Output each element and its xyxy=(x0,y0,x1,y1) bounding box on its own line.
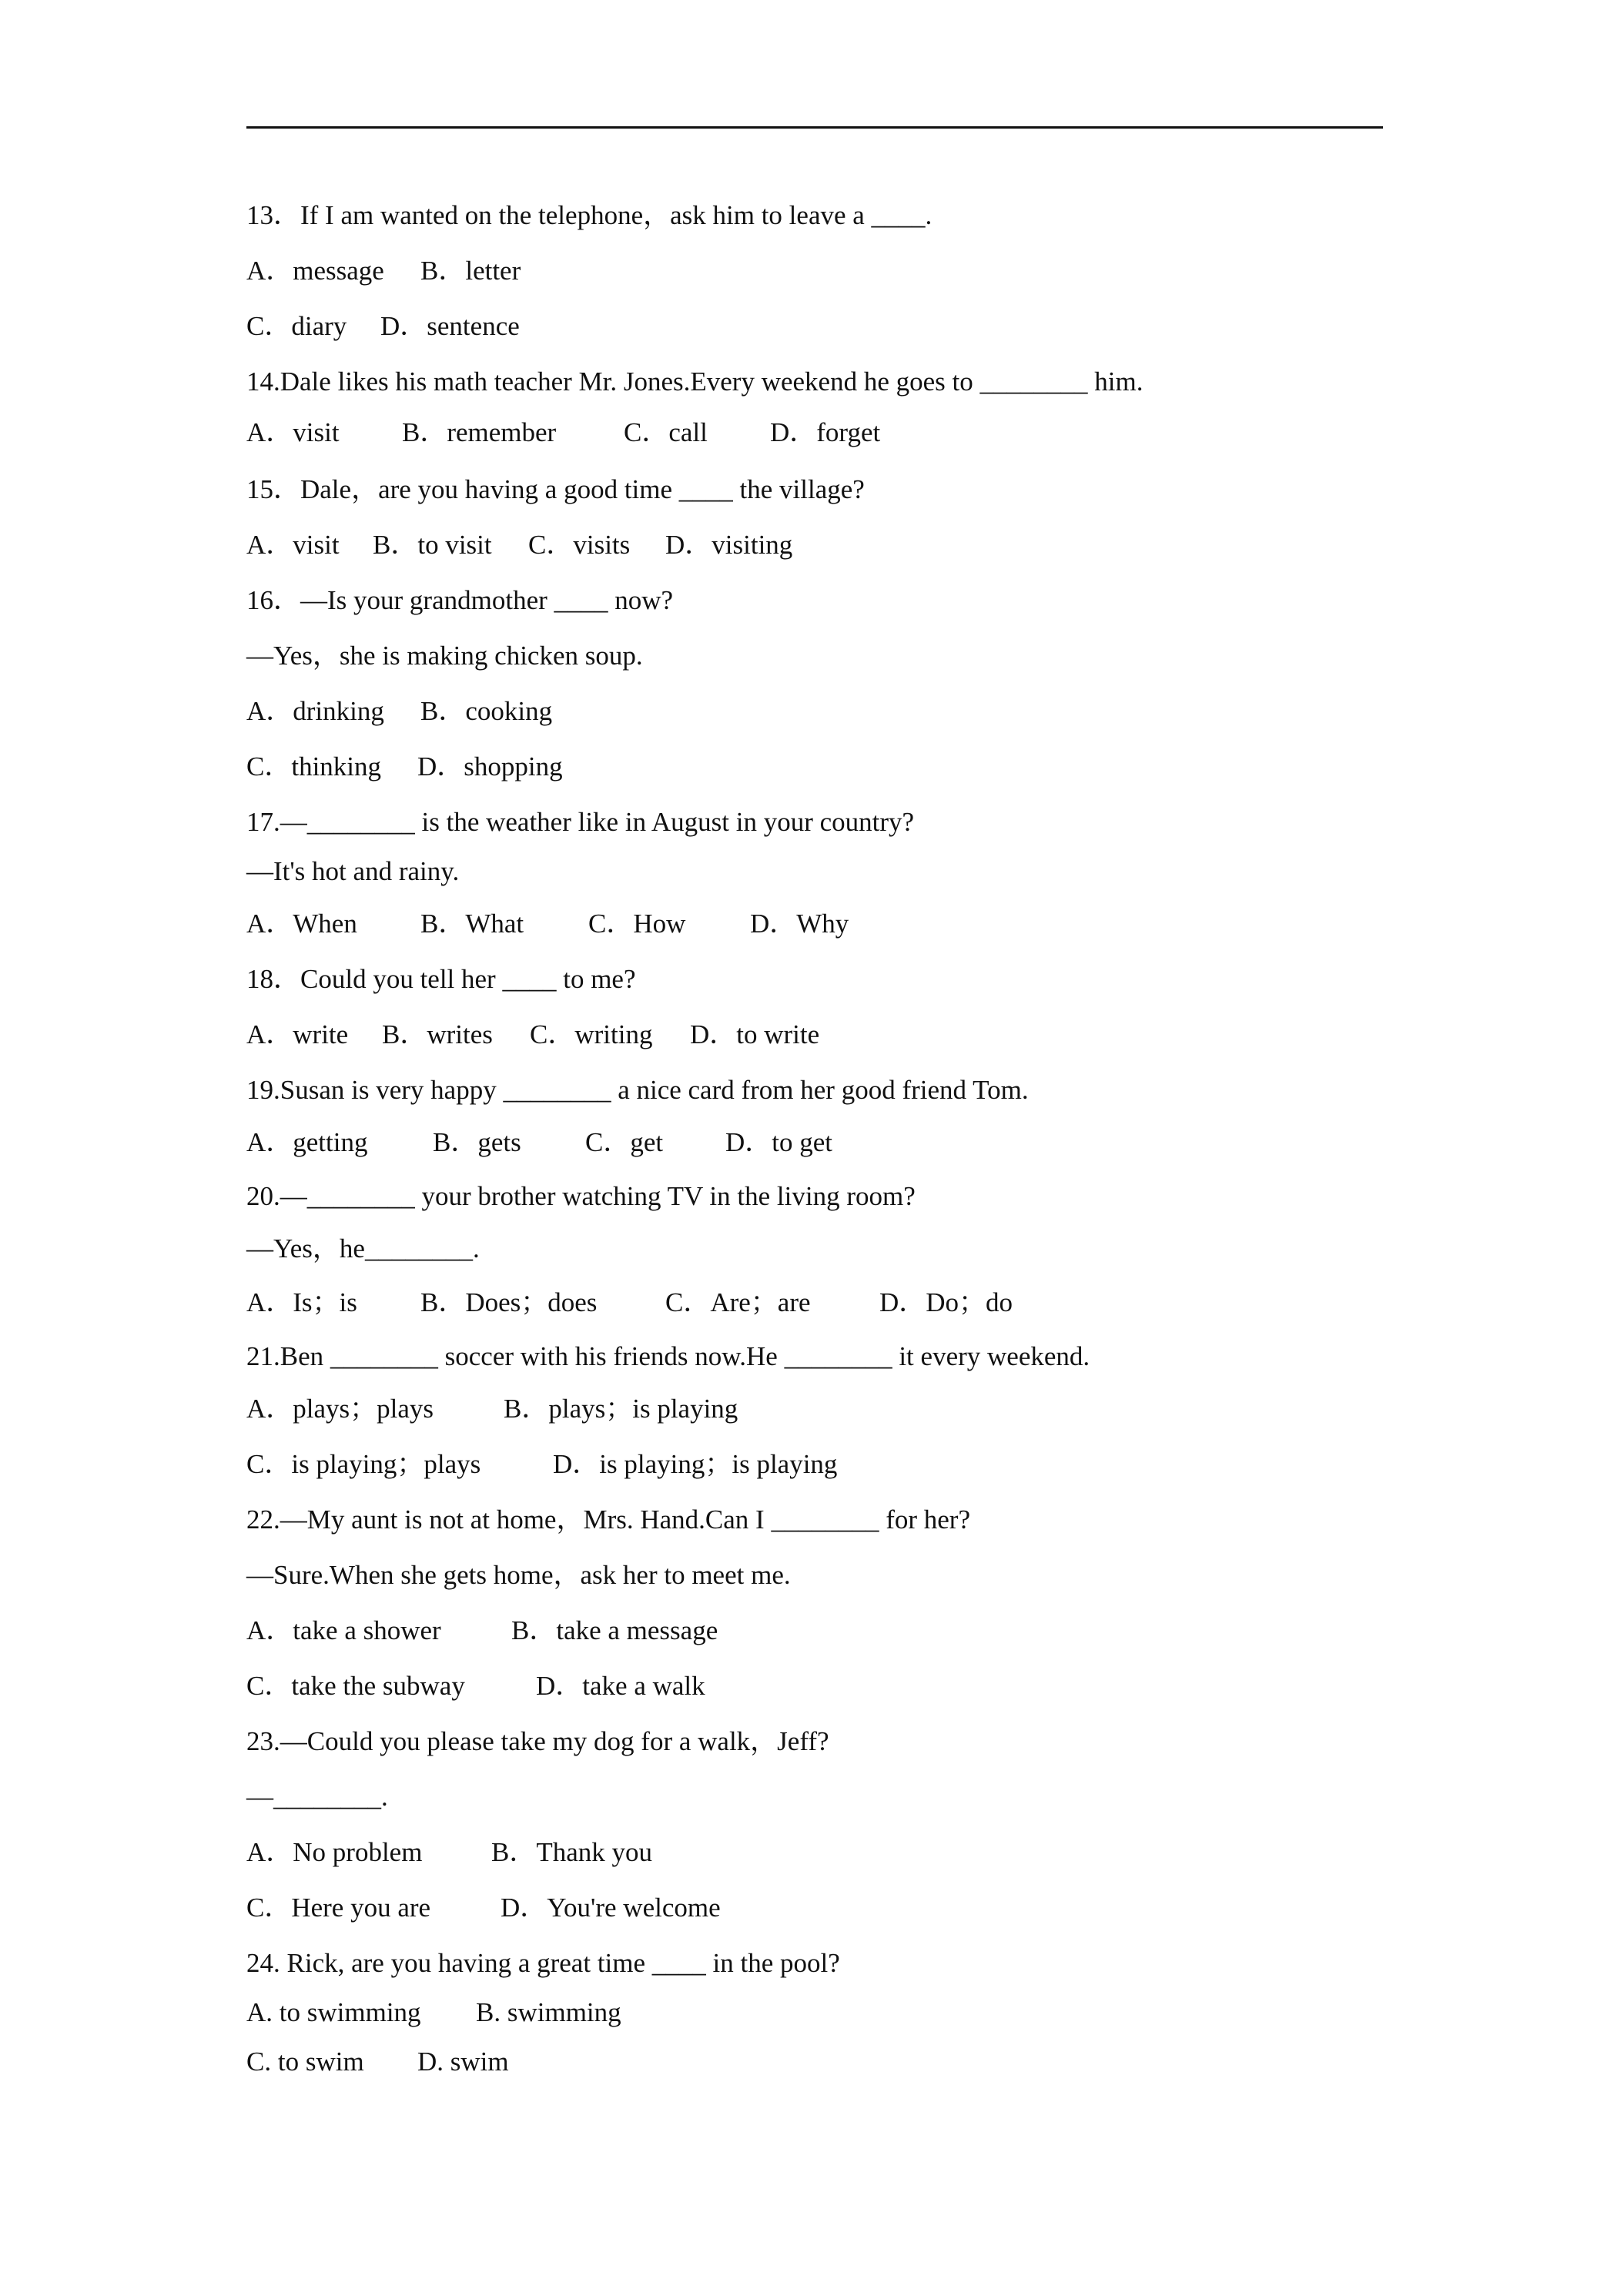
option-d: D．visiting xyxy=(665,530,793,560)
option-c: C．writing xyxy=(530,1019,653,1049)
option-c: C．call xyxy=(624,417,708,447)
question-17-stem: 17.—________ is the weather like in August in your country? xyxy=(246,807,915,837)
option-c: C．get xyxy=(585,1127,664,1157)
option-b: B．letter xyxy=(420,256,521,286)
option-d: D．You're welcome xyxy=(501,1893,721,1923)
option-a: A. to swimming xyxy=(246,1997,421,2027)
option-d: D．to get xyxy=(725,1127,833,1157)
option-c: C．Here you are xyxy=(246,1893,431,1923)
question-24-stem: 24. Rick, are you having a great time ____ in the pool? xyxy=(246,1948,840,1978)
header-rule xyxy=(246,126,1383,129)
option-b: B．to visit xyxy=(373,530,492,560)
option-a: A．visit xyxy=(246,417,340,447)
option-b: B．take a message xyxy=(511,1615,718,1645)
option-d: D．sentence xyxy=(380,311,520,341)
option-d: D．take a walk xyxy=(536,1671,705,1701)
option-a: A．drinking xyxy=(246,696,384,726)
question-23-reply: —________. xyxy=(246,1782,388,1812)
option-a: A．Is；is xyxy=(246,1287,357,1317)
option-a: A．take a shower xyxy=(246,1615,441,1645)
question-21-stem: 21.Ben ________ soccer with his friends now.He ________ it every weekend. xyxy=(246,1341,1090,1371)
option-a: A．visit xyxy=(246,530,340,560)
option-c: C．visits xyxy=(528,530,631,560)
option-d: D．shopping xyxy=(417,751,563,782)
question-16-stem: 16．—Is your grandmother ____ now? xyxy=(246,585,674,615)
option-a: A．getting xyxy=(246,1127,368,1157)
option-d: D．forget xyxy=(770,417,881,447)
question-20-reply: —Yes，he________. xyxy=(246,1233,480,1263)
option-c: C. to swim xyxy=(246,2047,364,2077)
question-16-reply: —Yes，she is making chicken soup. xyxy=(246,641,643,671)
question-18-stem: 18．Could you tell her ____ to me? xyxy=(246,964,636,994)
option-a: A．When xyxy=(246,909,357,939)
question-14-stem: 14.Dale likes his math teacher Mr. Jones.Every weekend he goes to ________ him. xyxy=(246,366,1143,397)
option-c: C．diary xyxy=(246,311,347,341)
option-d: D. swim xyxy=(417,2047,509,2077)
question-20-stem: 20.—________ your brother watching TV in the living room? xyxy=(246,1181,916,1211)
option-a: A．plays；plays xyxy=(246,1394,434,1424)
option-c: C．thinking xyxy=(246,751,382,782)
question-17-reply: —It's hot and rainy. xyxy=(246,856,460,886)
option-c: C．How xyxy=(588,909,686,939)
option-c: C．is playing；plays xyxy=(246,1449,481,1479)
option-b: B．cooking xyxy=(420,696,553,726)
option-b: B．gets xyxy=(433,1127,521,1157)
question-15-stem: 15．Dale，are you having a good time ____ the village? xyxy=(246,474,865,504)
question-23-stem: 23.—Could you please take my dog for a walk，Jeff? xyxy=(246,1726,829,1756)
option-a: A．No problem xyxy=(246,1837,423,1867)
question-13-stem: 13．If I am wanted on the telephone，ask him to leave a ____. xyxy=(246,200,933,230)
option-b: B．writes xyxy=(382,1019,493,1049)
option-d: D．Do；do xyxy=(879,1287,1013,1317)
option-c: C．Are；are xyxy=(665,1287,811,1317)
option-a: A．message xyxy=(246,256,384,286)
option-b: B．What xyxy=(420,909,524,939)
option-b: B．remember xyxy=(402,417,557,447)
question-19-stem: 19.Susan is very happy ________ a nice card from her good friend Tom. xyxy=(246,1075,1029,1105)
option-c: C．take the subway xyxy=(246,1671,465,1701)
question-24-options-row-2 xyxy=(246,2045,509,2147)
option-d: D．to write xyxy=(690,1019,820,1049)
option-d: D．is playing；is playing xyxy=(553,1449,838,1479)
question-22-stem: 22.—My aunt is not at home，Mrs. Hand.Can I ________ for her? xyxy=(246,1504,970,1535)
question-22-reply: —Sure.When she gets home，ask her to meet me. xyxy=(246,1560,791,1590)
option-d: D．Why xyxy=(750,909,849,939)
option-b: B．Thank you xyxy=(491,1837,653,1867)
option-b: B. swimming xyxy=(476,1997,621,2027)
option-a: A．write xyxy=(246,1019,349,1049)
option-b: B．plays；is playing xyxy=(504,1394,738,1424)
option-b: B．Does；does xyxy=(420,1287,598,1317)
